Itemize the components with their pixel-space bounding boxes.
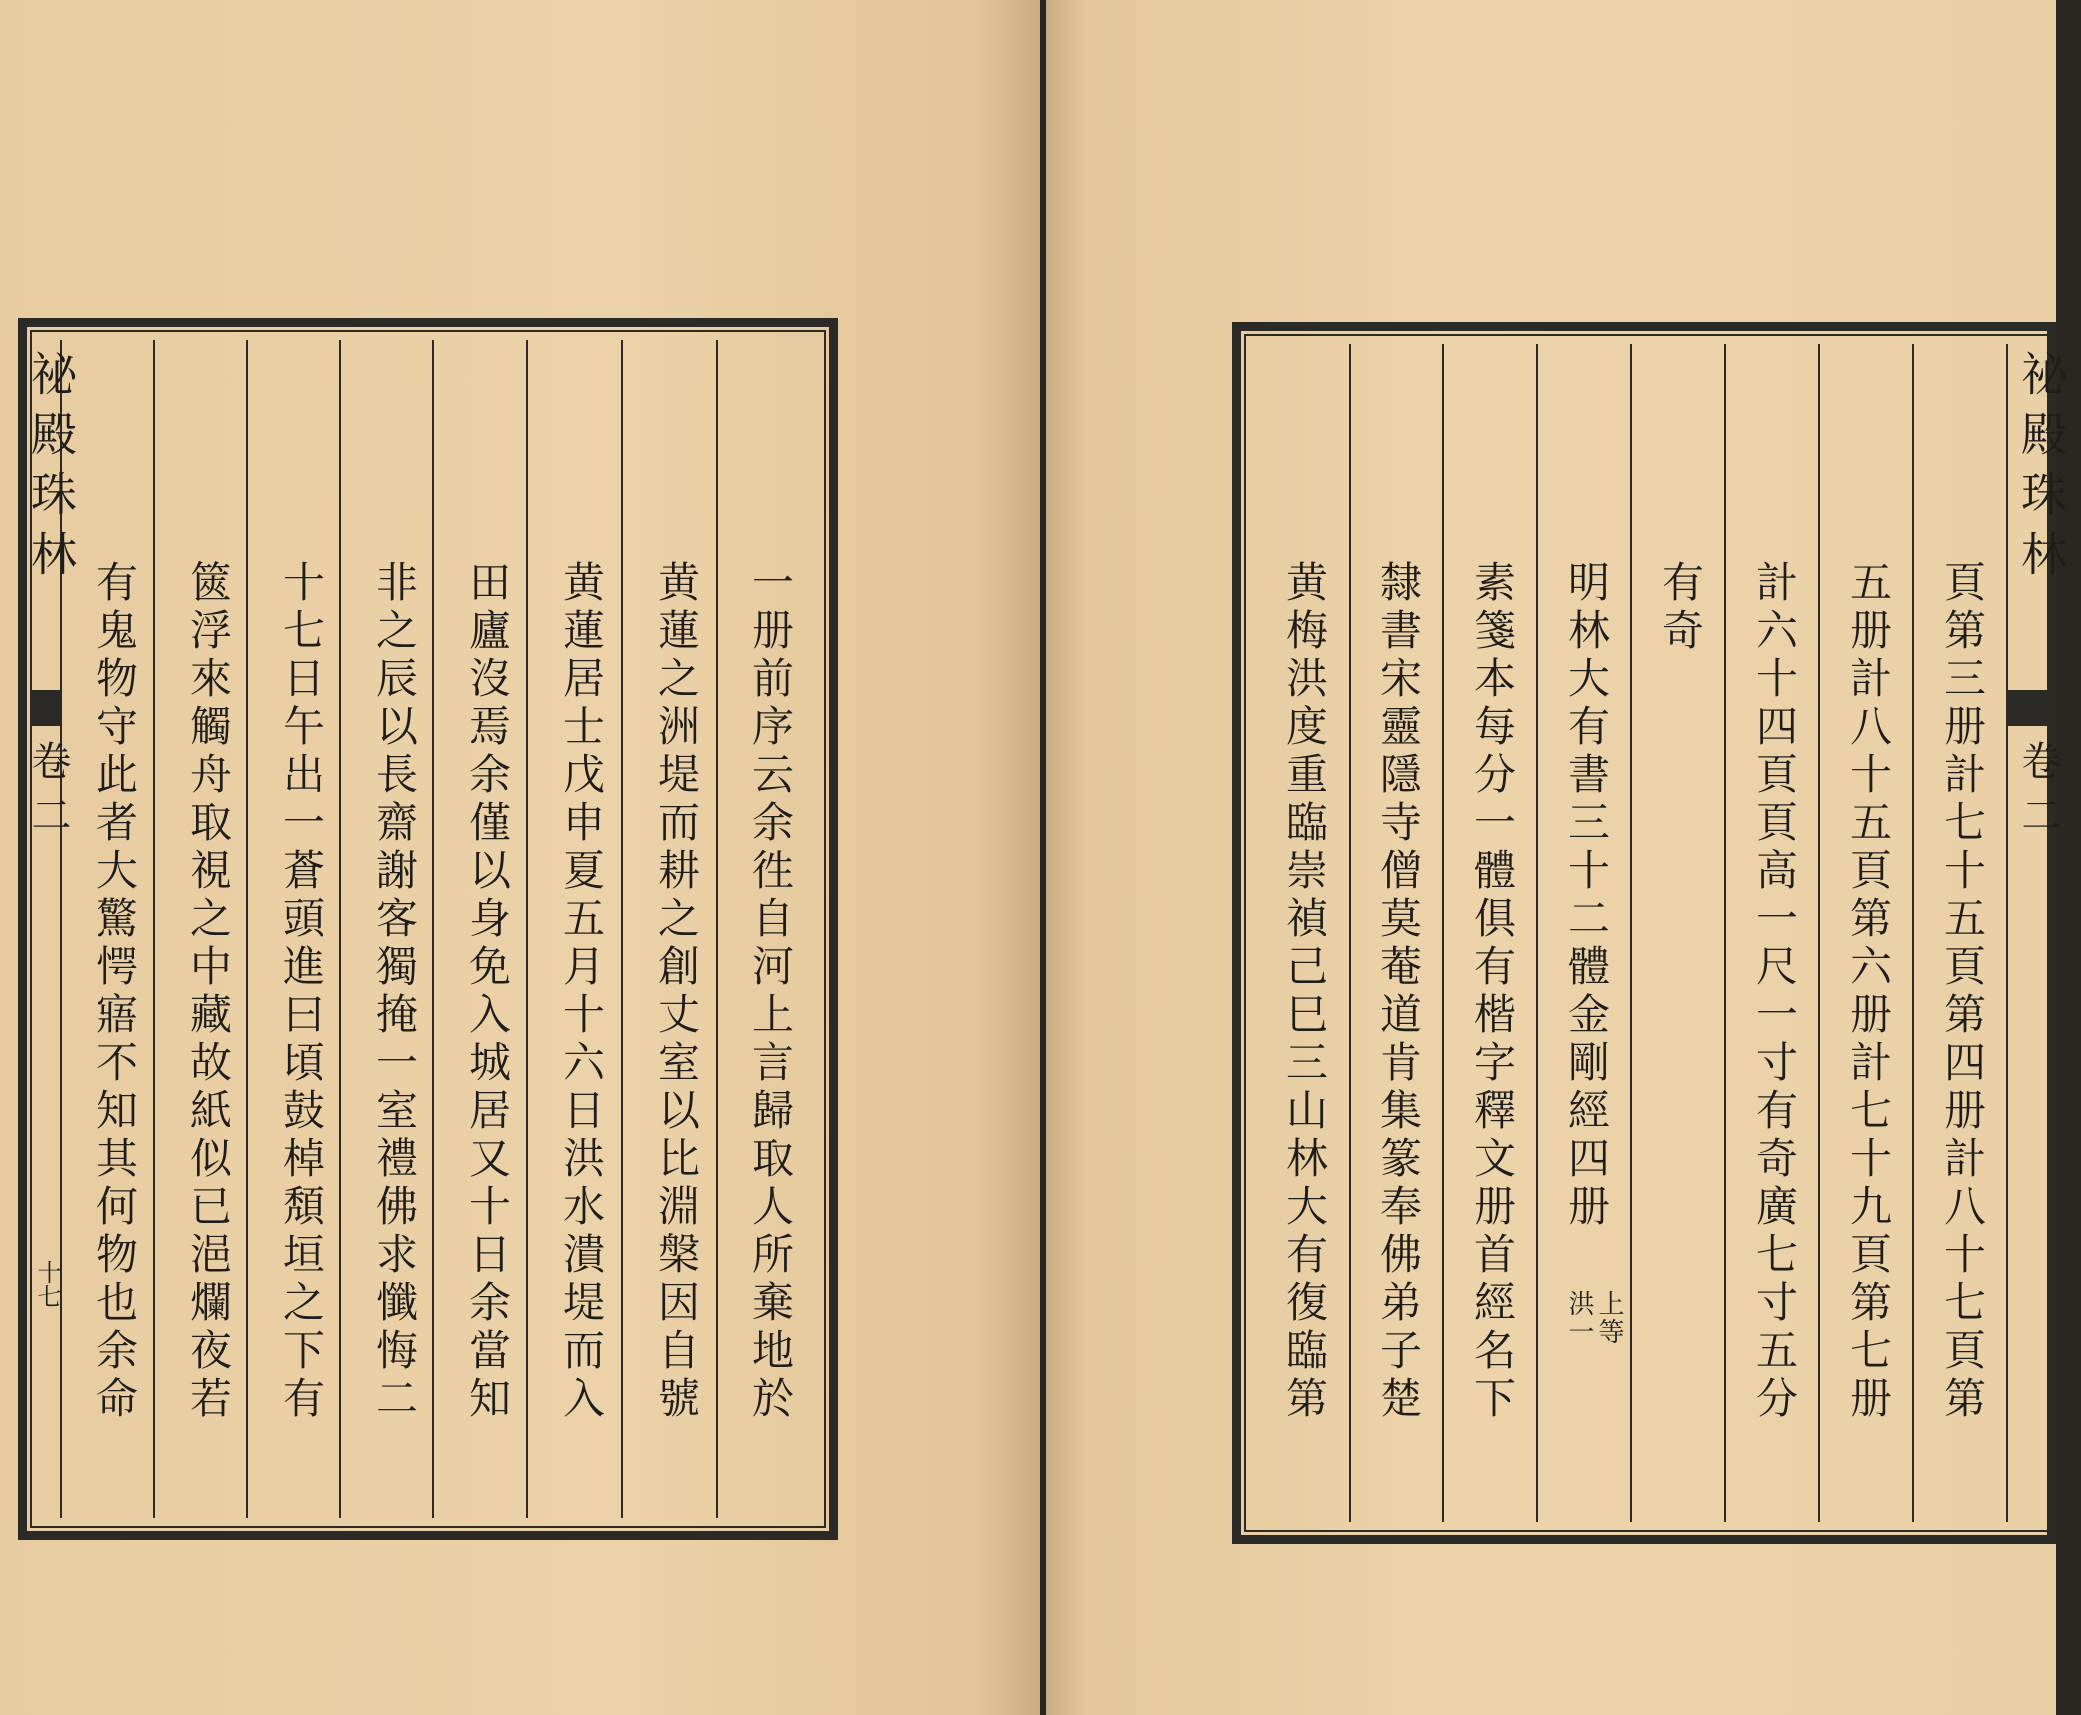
- text-column: 黄蓮之洲堤而耕之創丈室以比淵槃因自號: [652, 560, 701, 1424]
- column-rule: [339, 340, 341, 1518]
- text-column: 計六十四頁頁高一尺一寸有奇廣七寸五分: [1750, 560, 1799, 1424]
- right-page: [1046, 0, 2068, 1715]
- note-left: 洪一: [1564, 1290, 1594, 1346]
- text-column: 有鬼物守此者大驚愕寤不知其何物也余命: [90, 560, 139, 1424]
- column-rule: [621, 340, 623, 1518]
- right-margin-volume: 卷二: [2015, 740, 2061, 848]
- left-page: [0, 0, 1040, 1715]
- text-column: 有奇: [1656, 560, 1705, 656]
- left-fish-tail: [32, 690, 60, 726]
- right-fish-tail: [2008, 690, 2056, 726]
- column-rule: [716, 340, 718, 1518]
- left-page-number: 十七: [33, 1260, 61, 1308]
- text-column: 黄梅洪度重臨崇禎己巳三山林大有復臨第: [1280, 560, 1329, 1424]
- column-rule: [432, 340, 434, 1518]
- right-margin-title: 祕殿珠林: [2014, 350, 2068, 590]
- left-margin-title: 祕殿珠林: [24, 350, 78, 590]
- text-column: 素箋本每分一體俱有楷字釋文册首經名下: [1468, 560, 1517, 1424]
- text-column: 五册計八十五頁第六册計七十九頁第七册: [1844, 560, 1893, 1424]
- column-rule: [1442, 344, 1444, 1522]
- column-rule: [1349, 344, 1351, 1522]
- column-rule: [1536, 344, 1538, 1522]
- note-right: 上等: [1594, 1290, 1624, 1346]
- column-rule: [246, 340, 248, 1518]
- text-column: 明林大有書三十二體金剛經四册: [1562, 560, 1611, 1232]
- text-column: 非之辰以長齋謝客獨掩一室禮佛求懺悔二: [370, 560, 419, 1424]
- left-inner-frame: [30, 330, 826, 1528]
- left-margin-volume: 卷二: [25, 740, 71, 848]
- text-column: 一册前序云余徃自河上言歸取人所棄地於: [746, 560, 795, 1424]
- column-rule: [1630, 344, 1632, 1522]
- column-rule: [1912, 344, 1914, 1522]
- text-column: 黄蓮居士戊申夏五月十六日洪水潰堤而入: [557, 560, 606, 1424]
- text-column: 田廬沒焉余僅以身免入城居又十日余當知: [463, 560, 512, 1424]
- text-column: 隸書宋靈隱寺僧莫菴道肯集篆奉佛弟子楚: [1374, 560, 1423, 1424]
- text-column: 篋浮來觸舟取視之中藏故紙似已浥爛夜若: [184, 560, 233, 1424]
- text-column: 頁第三册計七十五頁第四册計八十七頁第: [1938, 560, 1987, 1424]
- column-rule: [1724, 344, 1726, 1522]
- column-rule: [1818, 344, 1820, 1522]
- column-rule: [526, 340, 528, 1518]
- text-column: 十七日午出一蒼頭進曰頃鼓棹頽垣之下有: [277, 560, 326, 1424]
- column-rule: [153, 340, 155, 1518]
